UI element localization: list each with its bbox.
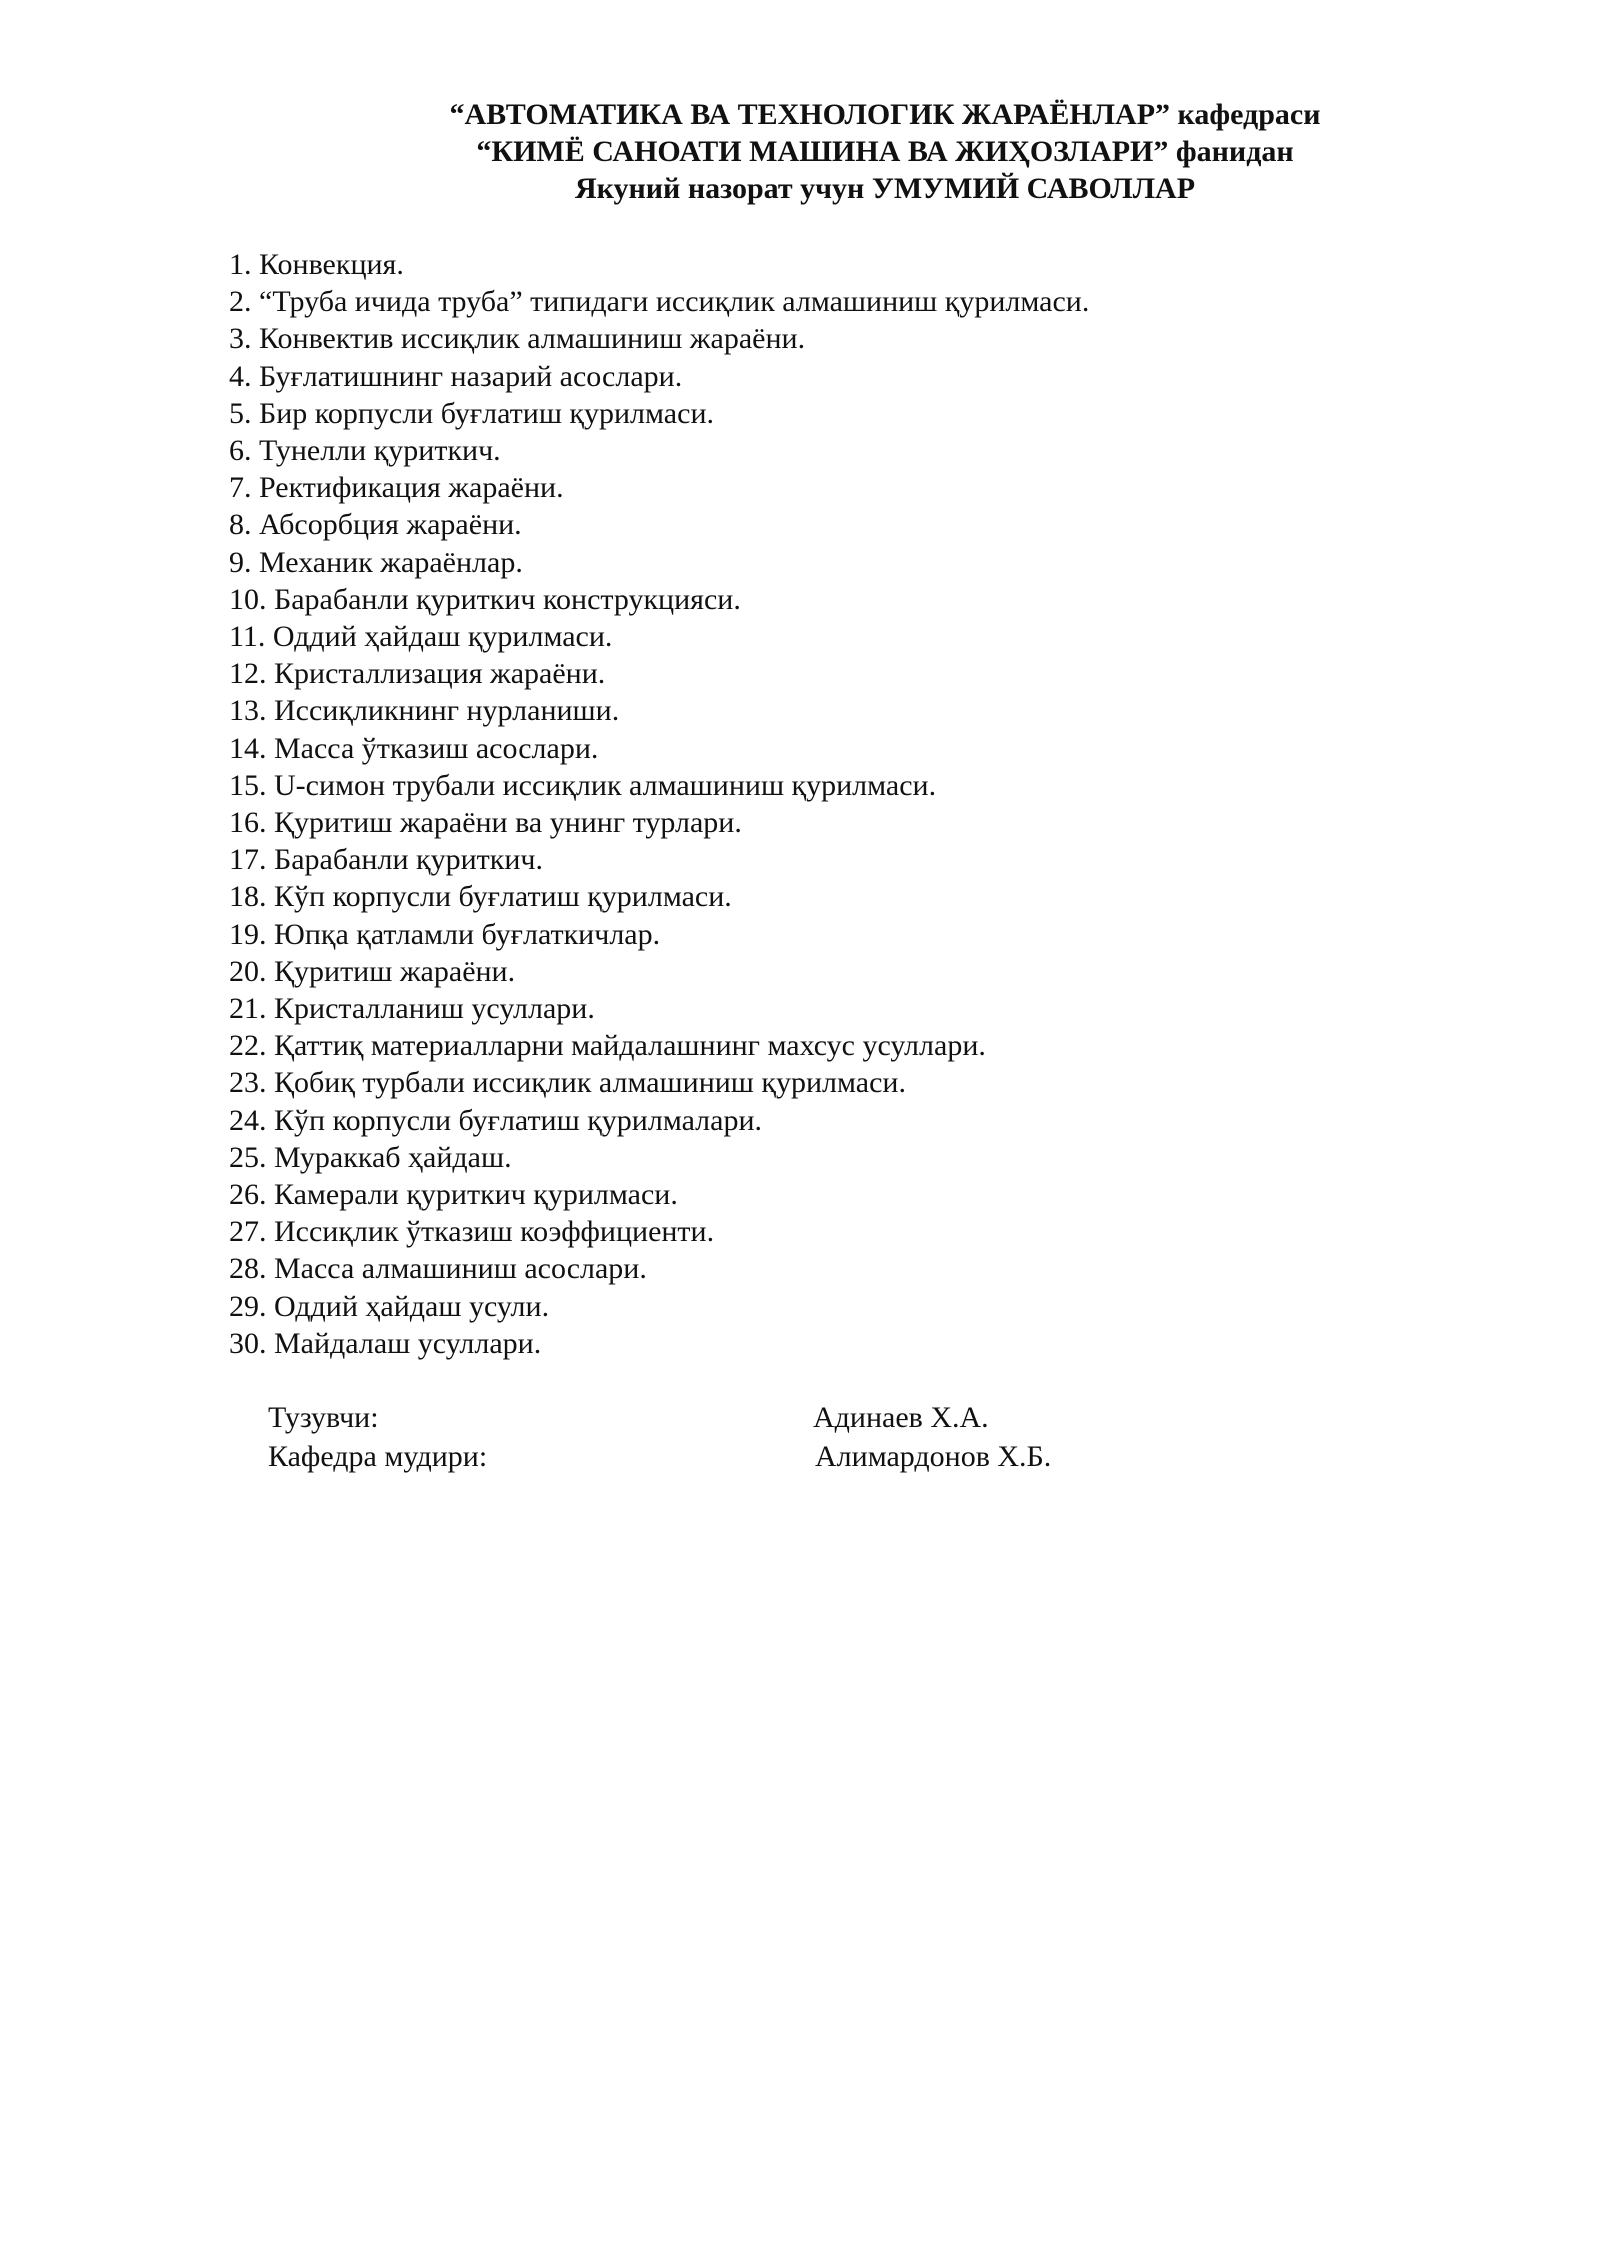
question-item: 20. Қуритиш жараёни. bbox=[229, 954, 516, 988]
question-item: 1. Конвекция. bbox=[229, 248, 404, 281]
signature-row-head bbox=[268, 1437, 1168, 1476]
question-item: 5. Бир корпусли буғлатиш қурилмаси. bbox=[229, 396, 714, 430]
signature-block bbox=[268, 1398, 1168, 1476]
question-item: 15. U-симон трубали иссиқлик алмашиниш қурилмаси. bbox=[229, 768, 937, 802]
question-item: 10. Барабанли қуриткич конструкцияси. bbox=[229, 582, 741, 616]
question-item: 24. Кўп корпусли буғлатиш қурилмалари. bbox=[229, 1103, 763, 1137]
question-item: 2. “Труба ичида труба” типидаги иссиқлик алмашиниш қурилмаси. bbox=[229, 285, 1090, 319]
question-item: 16. Қуритиш жараёни ва унинг турлари. bbox=[229, 806, 742, 840]
question-item: 18. Кўп корпусли буғлатиш қурилмаси. bbox=[229, 880, 732, 914]
document-header bbox=[300, 96, 1470, 207]
question-item: 12. Кристаллизация жараёни. bbox=[229, 657, 606, 691]
question-item: 11. Оддий ҳайдаш қурилмаси. bbox=[229, 620, 613, 654]
head-name: Алимардонов Х.Б. bbox=[815, 1440, 1052, 1473]
question-item: 4. Буғлатишнинг назарий асослари. bbox=[229, 359, 683, 393]
question-item: 9. Механик жараёнлар. bbox=[229, 545, 523, 579]
question-item: 14. Масса ўтказиш асослари. bbox=[229, 731, 599, 765]
question-item: 6. Тунелли қуриткич. bbox=[229, 434, 501, 468]
question-item: 7. Ректификация жараёни. bbox=[229, 471, 564, 505]
question-item: 3. Конвектив иссиқлик алмашиниш жараёни. bbox=[229, 322, 806, 356]
question-item: 8. Абсорбция жараёни. bbox=[229, 508, 522, 542]
question-item: 21. Кристалланиш усуллари. bbox=[229, 992, 595, 1026]
signature-row-author bbox=[268, 1398, 1168, 1437]
header-subject: “КИМЁ САНОАТИ МАШИНА ВА ЖИҲОЗЛАРИ” фанидан bbox=[476, 135, 1294, 168]
question-item: 22. Қаттиқ материалларни майдалашнинг махсус усуллари. bbox=[229, 1029, 986, 1063]
question-list bbox=[229, 246, 1089, 1362]
question-item: 26. Камерали қуриткич қурилмаси. bbox=[229, 1178, 678, 1212]
header-department: “АВТОМАТИКА ВА ТЕХНОЛОГИК ЖАРАЁНЛАР” кафедраси bbox=[449, 98, 1321, 131]
question-item: 23. Қобиқ турбали иссиқлик алмашиниш қурилмаси. bbox=[229, 1066, 906, 1100]
author-name: Адинаев Х.А. bbox=[813, 1401, 989, 1434]
head-role: Кафедра мудири: bbox=[268, 1440, 488, 1473]
question-item: 17. Барабанли қуриткич. bbox=[229, 843, 543, 877]
question-item: 28. Масса алмашиниш асослари. bbox=[229, 1252, 647, 1286]
question-item: 19. Юпқа қатламли буғлаткичлар. bbox=[229, 917, 661, 951]
question-item: 29. Оддий ҳайдаш усули. bbox=[229, 1289, 550, 1323]
question-item: 27. Иссиқлик ўтказиш коэффициенти. bbox=[229, 1215, 715, 1249]
question-item: 25. Мураккаб ҳайдаш. bbox=[229, 1140, 512, 1174]
header-title: Якуний назорат учун УМУМИЙ САВОЛЛАР bbox=[574, 172, 1196, 205]
question-item: 13. Иссиқликнинг нурланиши. bbox=[229, 694, 620, 728]
author-role: Тузувчи: bbox=[268, 1401, 379, 1434]
question-item: 30. Майдалаш усуллари. bbox=[229, 1326, 542, 1360]
